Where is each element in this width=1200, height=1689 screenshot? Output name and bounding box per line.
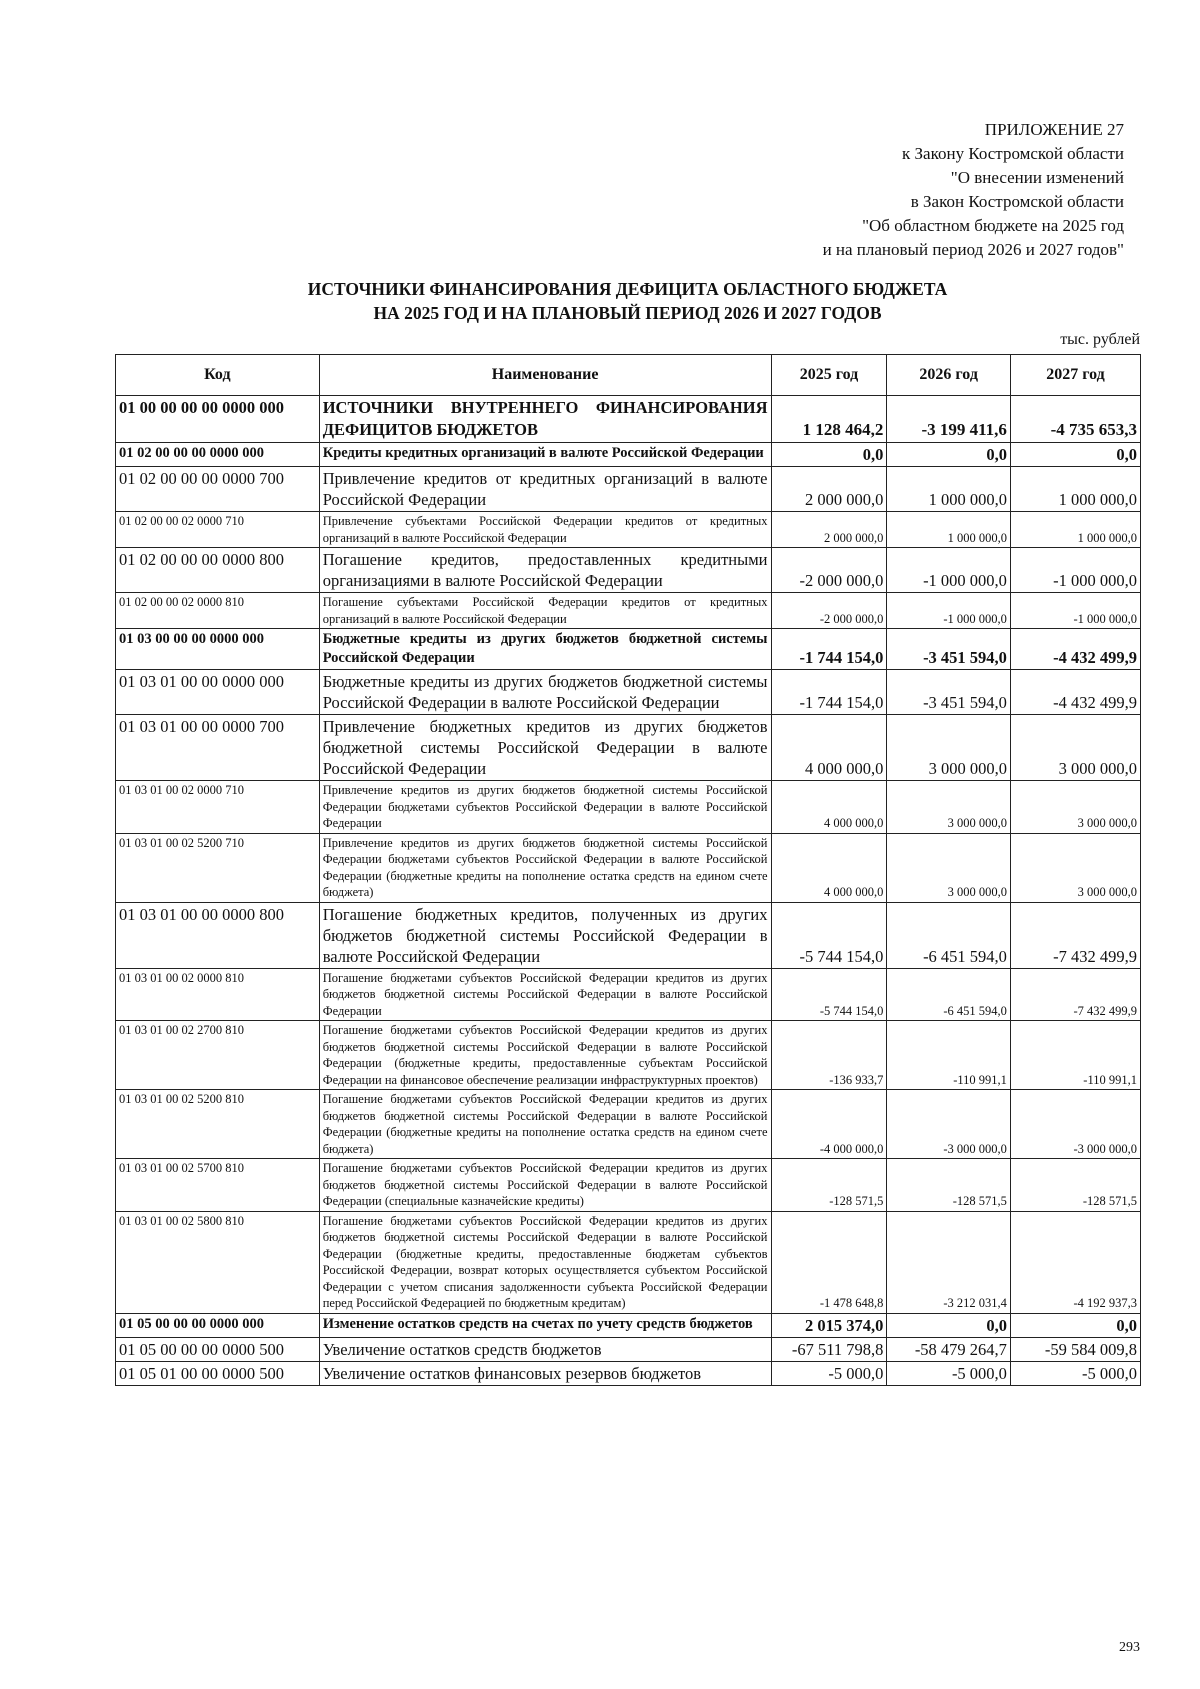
row-value-2026: -3 000 000,0 [887,1090,1011,1159]
row-value-2026: 3 000 000,0 [887,715,1011,781]
table-row [116,467,1141,512]
row-value-2026: -6 451 594,0 [887,902,1011,968]
row-value-2027: -1 000 000,0 [1010,548,1140,593]
appendix-line: "О внесении изменений [950,168,1124,187]
row-name: Привлечение кредитов от кредитных организаций в валюте Российской Федерации [319,467,771,512]
row-name: Изменение остатков средств на счетах по учету средств бюджетов [319,1313,771,1337]
table-row [116,1313,1141,1337]
units-label: тыс. рублей [1060,331,1140,348]
row-code: 01 03 01 00 02 0000 710 [116,781,320,834]
row-value-2026: 0,0 [887,443,1011,467]
table-row [116,902,1141,968]
financing-sources-table [115,354,1141,1386]
row-value-2026: 1 000 000,0 [887,467,1011,512]
row-name: Погашение бюджетами субъектов Российской Федерации кредитов из других бюджетов бюджетной системы Российской Федерации в валюте Российской Федерации (бюджетные кредиты, предоставленные субъектам Российской Федерации на финансовое обеспечение реализации инфраструктурных проектов) [319,1021,771,1090]
row-value-2025: 4 000 000,0 [771,833,887,902]
row-value-2026: -3 212 031,4 [887,1211,1011,1313]
table-row [116,443,1141,467]
row-value-2026: -58 479 264,7 [887,1337,1011,1361]
table-row [116,629,1141,670]
row-value-2027: 3 000 000,0 [1010,715,1140,781]
row-name: Увеличение остатков средств бюджетов [319,1337,771,1361]
row-name: Погашение бюджетами субъектов Российской Федерации кредитов из других бюджетов бюджетной системы Российской Федерации в валюте Российской Федерации (специальные казначейские кредиты) [319,1159,771,1212]
row-value-2027: -59 584 009,8 [1010,1337,1140,1361]
row-value-2025: -1 744 154,0 [771,629,887,670]
row-code: 01 03 01 00 02 2700 810 [116,1021,320,1090]
row-code: 01 02 00 00 00 0000 000 [116,443,320,467]
row-value-2027: 1 000 000,0 [1010,512,1140,548]
row-value-2025: 2 000 000,0 [771,467,887,512]
row-name: Увеличение остатков финансовых резервов бюджетов [319,1361,771,1385]
table-row [116,715,1141,781]
row-value-2025: -1 478 648,8 [771,1211,887,1313]
row-value-2026: -128 571,5 [887,1159,1011,1212]
row-value-2026: -1 000 000,0 [887,548,1011,593]
row-name: Привлечение бюджетных кредитов из других бюджетов бюджетной системы Российской Федерации в валюте Российской Федерации [319,715,771,781]
row-value-2026: -110 991,1 [887,1021,1011,1090]
appendix-header [704,118,1124,262]
table-row [116,1337,1141,1361]
row-name: Кредиты кредитных организаций в валюте Российской Федерации [319,443,771,467]
row-name: Погашение бюджетами субъектов Российской Федерации кредитов из других бюджетов бюджетной системы Российской Федерации в валюте Российской Федерации (бюджетные кредиты, предоставленные бюджетам субъектов Российской Федерации, возврат которых осуществляется субъектом Российской Федерации с учетом списания задолженности субъекта Российской Федерации перед Российской Федерацией по бюджетным кредитам) [319,1211,771,1313]
page-number: 293 [1119,1640,1140,1655]
title-line-2: НА 2025 ГОД И НА ПЛАНОВЫЙ ПЕРИОД 2026 И 2027 ГОДОВ [373,303,882,323]
row-value-2027: -3 000 000,0 [1010,1090,1140,1159]
row-value-2027: 0,0 [1010,443,1140,467]
row-value-2026: 3 000 000,0 [887,833,1011,902]
row-value-2025: -5 744 154,0 [771,968,887,1021]
row-code: 01 03 01 00 00 0000 000 [116,670,320,715]
row-value-2026: -3 199 411,6 [887,396,1011,443]
row-value-2027: -1 000 000,0 [1010,593,1140,629]
row-code: 01 05 00 00 00 0000 500 [116,1337,320,1361]
row-value-2027: -110 991,1 [1010,1021,1140,1090]
row-code: 01 03 01 00 02 5200 710 [116,833,320,902]
row-name: Погашение бюджетных кредитов, полученных из других бюджетов бюджетной системы Российской Федерации в валюте Российской Федерации [319,902,771,968]
table-row [116,670,1141,715]
row-value-2025: 1 128 464,2 [771,396,887,443]
row-code: 01 02 00 00 00 0000 800 [116,548,320,593]
table-row [116,593,1141,629]
column-header-2027: 2027 год [1010,355,1140,396]
table-row [116,1090,1141,1159]
row-code: 01 03 01 00 00 0000 700 [116,715,320,781]
document-title [115,277,1140,325]
row-value-2025: 2 015 374,0 [771,1313,887,1337]
row-name: Бюджетные кредиты из других бюджетов бюджетной системы Российской Федерации в валюте Российской Федерации [319,670,771,715]
row-value-2025: -67 511 798,8 [771,1337,887,1361]
table-row [116,1021,1141,1090]
row-value-2027: 1 000 000,0 [1010,467,1140,512]
row-value-2027: -5 000,0 [1010,1361,1140,1385]
row-code: 01 00 00 00 00 0000 000 [116,396,320,443]
table-row [116,1159,1141,1212]
row-name: ИСТОЧНИКИ ВНУТРЕННЕГО ФИНАНСИРОВАНИЯ ДЕФИЦИТОВ БЮДЖЕТОВ [319,396,771,443]
row-value-2025: 4 000 000,0 [771,715,887,781]
row-name: Бюджетные кредиты из других бюджетов бюджетной системы Российской Федерации [319,629,771,670]
table-row [116,396,1141,443]
appendix-line: "Об областном бюджете на 2025 год [862,216,1124,235]
row-value-2025: -2 000 000,0 [771,548,887,593]
row-value-2025: -4 000 000,0 [771,1090,887,1159]
row-name: Привлечение кредитов из других бюджетов бюджетной системы Российской Федерации бюджетами субъектов Российской Федерации в валюте Российской Федерации (бюджетные кредиты на пополнение остатка средств на едином счете бюджета) [319,833,771,902]
row-value-2027: -4 735 653,3 [1010,396,1140,443]
row-code: 01 02 00 00 00 0000 700 [116,467,320,512]
table-header-row [116,355,1141,396]
row-name: Погашение субъектами Российской Федерации кредитов от кредитных организаций в валюте Российской Федерации [319,593,771,629]
row-value-2025: 4 000 000,0 [771,781,887,834]
row-name: Погашение кредитов, предоставленных кредитными организациями в валюте Российской Федерации [319,548,771,593]
row-value-2027: 3 000 000,0 [1010,781,1140,834]
row-name: Привлечение субъектами Российской Федерации кредитов от кредитных организаций в валюте Российской Федерации [319,512,771,548]
row-value-2025: -5 744 154,0 [771,902,887,968]
row-code: 01 02 00 00 02 0000 710 [116,512,320,548]
row-code: 01 03 01 00 02 5800 810 [116,1211,320,1313]
title-line-1: ИСТОЧНИКИ ФИНАНСИРОВАНИЯ ДЕФИЦИТА ОБЛАСТНОГО БЮДЖЕТА [307,279,948,299]
row-value-2027: -7 432 499,9 [1010,902,1140,968]
row-value-2026: -1 000 000,0 [887,593,1011,629]
row-value-2027: 0,0 [1010,1313,1140,1337]
row-value-2026: -3 451 594,0 [887,670,1011,715]
row-value-2025: -1 744 154,0 [771,670,887,715]
row-value-2025: 2 000 000,0 [771,512,887,548]
row-code: 01 03 01 00 02 0000 810 [116,968,320,1021]
row-value-2026: 3 000 000,0 [887,781,1011,834]
appendix-line: к Закону Костромской области [902,144,1124,163]
row-value-2027: -4 192 937,3 [1010,1211,1140,1313]
row-value-2026: 0,0 [887,1313,1011,1337]
table-row [116,512,1141,548]
row-value-2027: -7 432 499,9 [1010,968,1140,1021]
row-code: 01 02 00 00 02 0000 810 [116,593,320,629]
column-header-code: Код [116,355,320,396]
table-row [116,968,1141,1021]
row-code: 01 03 00 00 00 0000 000 [116,629,320,670]
row-value-2026: -5 000,0 [887,1361,1011,1385]
column-header-name: Наименование [319,355,771,396]
row-name: Погашение бюджетами субъектов Российской Федерации кредитов из других бюджетов бюджетной системы Российской Федерации в валюте Российской Федерации (бюджетные кредиты на пополнение остатка средств на едином счете бюджета) [319,1090,771,1159]
row-value-2027: -128 571,5 [1010,1159,1140,1212]
row-value-2026: 1 000 000,0 [887,512,1011,548]
appendix-line: ПРИЛОЖЕНИЕ 27 [984,120,1124,139]
row-value-2025: -136 933,7 [771,1021,887,1090]
column-header-2026: 2026 год [887,355,1011,396]
row-name: Привлечение кредитов из других бюджетов бюджетной системы Российской Федерации бюджетами субъектов Российской Федерации в валюте Российской Федерации [319,781,771,834]
row-value-2027: -4 432 499,9 [1010,629,1140,670]
row-value-2025: -2 000 000,0 [771,593,887,629]
table-row [116,1211,1141,1313]
row-value-2026: -6 451 594,0 [887,968,1011,1021]
table-row [116,548,1141,593]
row-code: 01 03 01 00 00 0000 800 [116,902,320,968]
appendix-line: и на плановый период 2026 и 2027 годов" [822,240,1124,259]
row-value-2027: 3 000 000,0 [1010,833,1140,902]
table-row [116,781,1141,834]
row-value-2025: -128 571,5 [771,1159,887,1212]
row-value-2025: 0,0 [771,443,887,467]
row-code: 01 03 01 00 02 5200 810 [116,1090,320,1159]
row-value-2026: -3 451 594,0 [887,629,1011,670]
appendix-line: в Закон Костромской области [910,192,1124,211]
table-row [116,1361,1141,1385]
row-value-2027: -4 432 499,9 [1010,670,1140,715]
row-value-2025: -5 000,0 [771,1361,887,1385]
row-code: 01 05 01 00 00 0000 500 [116,1361,320,1385]
column-header-2025: 2025 год [771,355,887,396]
row-name: Погашение бюджетами субъектов Российской Федерации кредитов из других бюджетов бюджетной системы Российской Федерации в валюте Российской Федерации [319,968,771,1021]
row-code: 01 05 00 00 00 0000 000 [116,1313,320,1337]
table-row [116,833,1141,902]
row-code: 01 03 01 00 02 5700 810 [116,1159,320,1212]
